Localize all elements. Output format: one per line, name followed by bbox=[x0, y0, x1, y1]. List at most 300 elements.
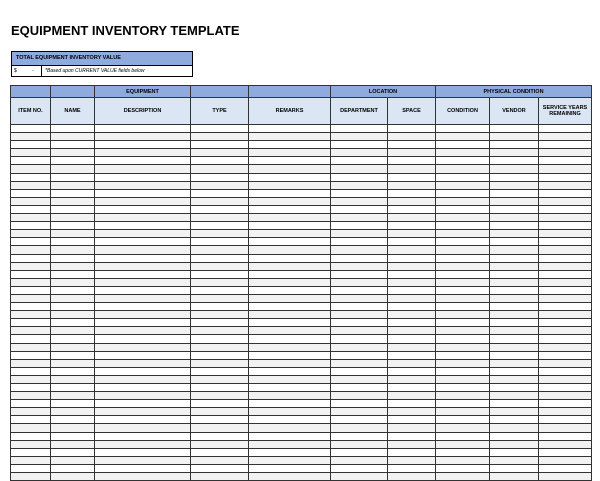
table-cell[interactable] bbox=[11, 214, 51, 222]
table-cell[interactable] bbox=[95, 440, 191, 448]
table-cell[interactable] bbox=[331, 367, 388, 375]
table-cell[interactable] bbox=[490, 165, 539, 173]
table-cell[interactable] bbox=[388, 319, 436, 327]
table-cell[interactable] bbox=[11, 270, 51, 278]
table-cell[interactable] bbox=[490, 392, 539, 400]
table-cell[interactable] bbox=[191, 473, 249, 481]
table-cell[interactable] bbox=[11, 367, 51, 375]
table-cell[interactable] bbox=[95, 157, 191, 165]
table-cell[interactable] bbox=[539, 205, 592, 213]
table-cell[interactable] bbox=[331, 359, 388, 367]
table-cell[interactable] bbox=[11, 181, 51, 189]
table-cell[interactable] bbox=[11, 262, 51, 270]
table-cell[interactable] bbox=[249, 294, 331, 302]
table-cell[interactable] bbox=[191, 157, 249, 165]
table-cell[interactable] bbox=[539, 189, 592, 197]
table-cell[interactable] bbox=[191, 440, 249, 448]
table-cell[interactable] bbox=[436, 173, 490, 181]
table-cell[interactable] bbox=[51, 456, 95, 464]
table-cell[interactable] bbox=[95, 327, 191, 335]
table-cell[interactable] bbox=[539, 335, 592, 343]
table-cell[interactable] bbox=[249, 448, 331, 456]
table-cell[interactable] bbox=[11, 464, 51, 472]
table-cell[interactable] bbox=[539, 262, 592, 270]
table-cell[interactable] bbox=[331, 408, 388, 416]
table-cell[interactable] bbox=[11, 473, 51, 481]
table-cell[interactable] bbox=[51, 222, 95, 230]
table-cell[interactable] bbox=[191, 189, 249, 197]
table-cell[interactable] bbox=[436, 473, 490, 481]
table-cell[interactable] bbox=[331, 432, 388, 440]
table-cell[interactable] bbox=[490, 400, 539, 408]
table-cell[interactable] bbox=[539, 165, 592, 173]
table-cell[interactable] bbox=[490, 278, 539, 286]
table-cell[interactable] bbox=[191, 238, 249, 246]
table-cell[interactable] bbox=[191, 254, 249, 262]
table-cell[interactable] bbox=[191, 222, 249, 230]
table-cell[interactable] bbox=[191, 448, 249, 456]
table-cell[interactable] bbox=[436, 254, 490, 262]
table-cell[interactable] bbox=[51, 286, 95, 294]
table-cell[interactable] bbox=[436, 311, 490, 319]
table-cell[interactable] bbox=[388, 222, 436, 230]
table-cell[interactable] bbox=[331, 222, 388, 230]
table-cell[interactable] bbox=[11, 197, 51, 205]
table-cell[interactable] bbox=[11, 384, 51, 392]
table-cell[interactable] bbox=[51, 294, 95, 302]
table-cell[interactable] bbox=[51, 464, 95, 472]
table-cell[interactable] bbox=[51, 400, 95, 408]
table-cell[interactable] bbox=[331, 189, 388, 197]
table-cell[interactable] bbox=[95, 141, 191, 149]
table-cell[interactable] bbox=[11, 165, 51, 173]
table-cell[interactable] bbox=[436, 375, 490, 383]
table-cell[interactable] bbox=[388, 392, 436, 400]
table-cell[interactable] bbox=[95, 133, 191, 141]
table-cell[interactable] bbox=[11, 400, 51, 408]
table-cell[interactable] bbox=[436, 214, 490, 222]
table-cell[interactable] bbox=[388, 416, 436, 424]
table-cell[interactable] bbox=[95, 432, 191, 440]
table-cell[interactable] bbox=[388, 133, 436, 141]
table-cell[interactable] bbox=[51, 375, 95, 383]
table-cell[interactable] bbox=[249, 367, 331, 375]
table-cell[interactable] bbox=[331, 464, 388, 472]
table-cell[interactable] bbox=[11, 392, 51, 400]
table-cell[interactable] bbox=[191, 181, 249, 189]
table-cell[interactable] bbox=[436, 149, 490, 157]
table-cell[interactable] bbox=[388, 189, 436, 197]
table-cell[interactable] bbox=[490, 141, 539, 149]
table-cell[interactable] bbox=[95, 367, 191, 375]
table-cell[interactable] bbox=[11, 286, 51, 294]
table-cell[interactable] bbox=[249, 335, 331, 343]
table-cell[interactable] bbox=[539, 375, 592, 383]
table-cell[interactable] bbox=[51, 214, 95, 222]
table-cell[interactable] bbox=[249, 440, 331, 448]
table-cell[interactable] bbox=[539, 214, 592, 222]
table-cell[interactable] bbox=[249, 254, 331, 262]
table-cell[interactable] bbox=[249, 327, 331, 335]
table-cell[interactable] bbox=[539, 238, 592, 246]
table-cell[interactable] bbox=[11, 278, 51, 286]
table-cell[interactable] bbox=[539, 230, 592, 238]
table-cell[interactable] bbox=[249, 384, 331, 392]
table-cell[interactable] bbox=[436, 165, 490, 173]
table-cell[interactable] bbox=[388, 375, 436, 383]
table-cell[interactable] bbox=[436, 464, 490, 472]
table-cell[interactable] bbox=[388, 327, 436, 335]
table-cell[interactable] bbox=[249, 157, 331, 165]
table-cell[interactable] bbox=[490, 262, 539, 270]
table-cell[interactable] bbox=[11, 157, 51, 165]
table-cell[interactable] bbox=[539, 149, 592, 157]
table-cell[interactable] bbox=[249, 359, 331, 367]
table-cell[interactable] bbox=[436, 238, 490, 246]
table-cell[interactable] bbox=[539, 197, 592, 205]
table-cell[interactable] bbox=[490, 473, 539, 481]
table-cell[interactable] bbox=[11, 327, 51, 335]
table-cell[interactable] bbox=[11, 141, 51, 149]
table-cell[interactable] bbox=[490, 294, 539, 302]
table-cell[interactable] bbox=[249, 432, 331, 440]
table-cell[interactable] bbox=[436, 448, 490, 456]
table-cell[interactable] bbox=[331, 197, 388, 205]
table-cell[interactable] bbox=[51, 125, 95, 133]
table-cell[interactable] bbox=[249, 222, 331, 230]
table-cell[interactable] bbox=[95, 254, 191, 262]
table-cell[interactable] bbox=[388, 262, 436, 270]
table-cell[interactable] bbox=[249, 270, 331, 278]
table-cell[interactable] bbox=[11, 343, 51, 351]
table-cell[interactable] bbox=[249, 125, 331, 133]
table-cell[interactable] bbox=[191, 392, 249, 400]
table-cell[interactable] bbox=[51, 408, 95, 416]
table-cell[interactable] bbox=[249, 181, 331, 189]
table-cell[interactable] bbox=[191, 311, 249, 319]
table-cell[interactable] bbox=[331, 270, 388, 278]
table-cell[interactable] bbox=[249, 424, 331, 432]
table-cell[interactable] bbox=[95, 270, 191, 278]
table-cell[interactable] bbox=[490, 205, 539, 213]
table-cell[interactable] bbox=[191, 456, 249, 464]
table-cell[interactable] bbox=[191, 359, 249, 367]
table-cell[interactable] bbox=[388, 424, 436, 432]
table-cell[interactable] bbox=[51, 246, 95, 254]
table-cell[interactable] bbox=[490, 359, 539, 367]
table-cell[interactable] bbox=[249, 246, 331, 254]
table-cell[interactable] bbox=[331, 165, 388, 173]
table-cell[interactable] bbox=[539, 173, 592, 181]
table-cell[interactable] bbox=[539, 416, 592, 424]
table-cell[interactable] bbox=[490, 254, 539, 262]
table-cell[interactable] bbox=[191, 351, 249, 359]
table-cell[interactable] bbox=[51, 278, 95, 286]
table-cell[interactable] bbox=[490, 173, 539, 181]
table-cell[interactable] bbox=[191, 319, 249, 327]
table-cell[interactable] bbox=[490, 181, 539, 189]
table-cell[interactable] bbox=[95, 222, 191, 230]
table-cell[interactable] bbox=[388, 359, 436, 367]
table-cell[interactable] bbox=[249, 173, 331, 181]
table-cell[interactable] bbox=[331, 214, 388, 222]
table-cell[interactable] bbox=[490, 197, 539, 205]
table-cell[interactable] bbox=[191, 384, 249, 392]
table-cell[interactable] bbox=[331, 181, 388, 189]
table-cell[interactable] bbox=[95, 197, 191, 205]
table-cell[interactable] bbox=[331, 294, 388, 302]
table-cell[interactable] bbox=[249, 303, 331, 311]
table-cell[interactable] bbox=[539, 222, 592, 230]
table-cell[interactable] bbox=[191, 375, 249, 383]
table-cell[interactable] bbox=[388, 157, 436, 165]
table-cell[interactable] bbox=[95, 335, 191, 343]
table-cell[interactable] bbox=[436, 286, 490, 294]
table-cell[interactable] bbox=[539, 432, 592, 440]
table-cell[interactable] bbox=[191, 327, 249, 335]
table-cell[interactable] bbox=[51, 335, 95, 343]
table-cell[interactable] bbox=[388, 408, 436, 416]
table-cell[interactable] bbox=[11, 416, 51, 424]
table-cell[interactable] bbox=[249, 149, 331, 157]
table-cell[interactable] bbox=[331, 133, 388, 141]
table-cell[interactable] bbox=[331, 392, 388, 400]
table-cell[interactable] bbox=[11, 432, 51, 440]
table-cell[interactable] bbox=[490, 343, 539, 351]
table-cell[interactable] bbox=[490, 440, 539, 448]
table-cell[interactable] bbox=[539, 384, 592, 392]
table-cell[interactable] bbox=[436, 359, 490, 367]
table-cell[interactable] bbox=[331, 384, 388, 392]
table-cell[interactable] bbox=[436, 133, 490, 141]
table-cell[interactable] bbox=[388, 205, 436, 213]
table-cell[interactable] bbox=[51, 157, 95, 165]
table-cell[interactable] bbox=[191, 303, 249, 311]
table-cell[interactable] bbox=[331, 335, 388, 343]
table-cell[interactable] bbox=[51, 262, 95, 270]
table-cell[interactable] bbox=[436, 392, 490, 400]
table-cell[interactable] bbox=[191, 286, 249, 294]
table-cell[interactable] bbox=[539, 367, 592, 375]
table-cell[interactable] bbox=[539, 473, 592, 481]
table-cell[interactable] bbox=[539, 181, 592, 189]
table-cell[interactable] bbox=[331, 238, 388, 246]
total-value-cell[interactable] bbox=[12, 66, 42, 76]
table-cell[interactable] bbox=[388, 149, 436, 157]
table-cell[interactable] bbox=[436, 197, 490, 205]
table-cell[interactable] bbox=[249, 189, 331, 197]
table-cell[interactable] bbox=[436, 303, 490, 311]
table-cell[interactable] bbox=[95, 473, 191, 481]
table-cell[interactable] bbox=[11, 133, 51, 141]
table-cell[interactable] bbox=[331, 125, 388, 133]
table-cell[interactable] bbox=[95, 165, 191, 173]
table-cell[interactable] bbox=[388, 303, 436, 311]
table-cell[interactable] bbox=[490, 367, 539, 375]
table-cell[interactable] bbox=[11, 238, 51, 246]
table-cell[interactable] bbox=[249, 311, 331, 319]
table-cell[interactable] bbox=[11, 246, 51, 254]
table-cell[interactable] bbox=[436, 400, 490, 408]
table-cell[interactable] bbox=[191, 400, 249, 408]
table-cell[interactable] bbox=[490, 319, 539, 327]
table-cell[interactable] bbox=[331, 375, 388, 383]
table-cell[interactable] bbox=[436, 319, 490, 327]
table-cell[interactable] bbox=[539, 278, 592, 286]
table-cell[interactable] bbox=[436, 270, 490, 278]
table-cell[interactable] bbox=[249, 375, 331, 383]
table-cell[interactable] bbox=[191, 173, 249, 181]
table-cell[interactable] bbox=[388, 351, 436, 359]
table-cell[interactable] bbox=[436, 141, 490, 149]
table-cell[interactable] bbox=[331, 205, 388, 213]
table-cell[interactable] bbox=[95, 262, 191, 270]
table-cell[interactable] bbox=[191, 278, 249, 286]
table-cell[interactable] bbox=[490, 351, 539, 359]
table-cell[interactable] bbox=[51, 270, 95, 278]
table-cell[interactable] bbox=[388, 141, 436, 149]
table-cell[interactable] bbox=[436, 424, 490, 432]
table-cell[interactable] bbox=[95, 343, 191, 351]
table-cell[interactable] bbox=[331, 473, 388, 481]
table-cell[interactable] bbox=[539, 408, 592, 416]
table-cell[interactable] bbox=[490, 335, 539, 343]
table-cell[interactable] bbox=[51, 416, 95, 424]
table-cell[interactable] bbox=[331, 141, 388, 149]
table-cell[interactable] bbox=[331, 351, 388, 359]
table-cell[interactable] bbox=[490, 246, 539, 254]
table-cell[interactable] bbox=[539, 246, 592, 254]
table-cell[interactable] bbox=[191, 246, 249, 254]
table-cell[interactable] bbox=[51, 343, 95, 351]
table-cell[interactable] bbox=[95, 230, 191, 238]
table-cell[interactable] bbox=[249, 319, 331, 327]
table-cell[interactable] bbox=[249, 473, 331, 481]
table-cell[interactable] bbox=[249, 197, 331, 205]
table-cell[interactable] bbox=[95, 246, 191, 254]
table-cell[interactable] bbox=[11, 303, 51, 311]
table-cell[interactable] bbox=[95, 400, 191, 408]
table-cell[interactable] bbox=[249, 214, 331, 222]
table-cell[interactable] bbox=[11, 408, 51, 416]
table-cell[interactable] bbox=[331, 230, 388, 238]
table-cell[interactable] bbox=[191, 343, 249, 351]
table-cell[interactable] bbox=[436, 157, 490, 165]
table-cell[interactable] bbox=[51, 367, 95, 375]
table-cell[interactable] bbox=[191, 262, 249, 270]
table-cell[interactable] bbox=[490, 327, 539, 335]
table-cell[interactable] bbox=[490, 384, 539, 392]
table-cell[interactable] bbox=[388, 367, 436, 375]
table-cell[interactable] bbox=[388, 311, 436, 319]
table-cell[interactable] bbox=[388, 278, 436, 286]
table-cell[interactable] bbox=[331, 343, 388, 351]
table-cell[interactable] bbox=[490, 149, 539, 157]
table-cell[interactable] bbox=[191, 432, 249, 440]
table-cell[interactable] bbox=[490, 424, 539, 432]
table-cell[interactable] bbox=[388, 197, 436, 205]
table-cell[interactable] bbox=[436, 294, 490, 302]
table-cell[interactable] bbox=[388, 294, 436, 302]
table-cell[interactable] bbox=[249, 464, 331, 472]
table-cell[interactable] bbox=[388, 440, 436, 448]
table-cell[interactable] bbox=[490, 270, 539, 278]
table-cell[interactable] bbox=[95, 294, 191, 302]
table-cell[interactable] bbox=[331, 262, 388, 270]
table-cell[interactable] bbox=[11, 375, 51, 383]
table-cell[interactable] bbox=[331, 416, 388, 424]
table-cell[interactable] bbox=[331, 303, 388, 311]
table-cell[interactable] bbox=[490, 416, 539, 424]
table-cell[interactable] bbox=[490, 189, 539, 197]
table-cell[interactable] bbox=[249, 286, 331, 294]
table-cell[interactable] bbox=[51, 303, 95, 311]
table-cell[interactable] bbox=[436, 416, 490, 424]
table-cell[interactable] bbox=[539, 286, 592, 294]
table-cell[interactable] bbox=[95, 173, 191, 181]
table-cell[interactable] bbox=[388, 270, 436, 278]
table-cell[interactable] bbox=[51, 133, 95, 141]
table-cell[interactable] bbox=[51, 205, 95, 213]
table-cell[interactable] bbox=[95, 205, 191, 213]
table-cell[interactable] bbox=[539, 327, 592, 335]
table-cell[interactable] bbox=[490, 222, 539, 230]
table-cell[interactable] bbox=[539, 456, 592, 464]
table-cell[interactable] bbox=[249, 238, 331, 246]
table-cell[interactable] bbox=[249, 416, 331, 424]
table-cell[interactable] bbox=[249, 133, 331, 141]
table-cell[interactable] bbox=[490, 432, 539, 440]
table-cell[interactable] bbox=[249, 141, 331, 149]
table-cell[interactable] bbox=[95, 448, 191, 456]
table-cell[interactable] bbox=[11, 359, 51, 367]
table-cell[interactable] bbox=[95, 125, 191, 133]
table-cell[interactable] bbox=[539, 303, 592, 311]
table-cell[interactable] bbox=[51, 448, 95, 456]
table-cell[interactable] bbox=[51, 432, 95, 440]
table-cell[interactable] bbox=[490, 375, 539, 383]
table-cell[interactable] bbox=[331, 440, 388, 448]
table-cell[interactable] bbox=[191, 230, 249, 238]
table-cell[interactable] bbox=[388, 246, 436, 254]
table-cell[interactable] bbox=[388, 448, 436, 456]
table-cell[interactable] bbox=[490, 214, 539, 222]
table-cell[interactable] bbox=[249, 278, 331, 286]
table-cell[interactable] bbox=[436, 262, 490, 270]
table-cell[interactable] bbox=[490, 311, 539, 319]
table-cell[interactable] bbox=[490, 408, 539, 416]
table-cell[interactable] bbox=[539, 343, 592, 351]
table-cell[interactable] bbox=[191, 294, 249, 302]
table-cell[interactable] bbox=[331, 424, 388, 432]
table-cell[interactable] bbox=[249, 408, 331, 416]
table-cell[interactable] bbox=[490, 157, 539, 165]
table-cell[interactable] bbox=[191, 335, 249, 343]
table-cell[interactable] bbox=[191, 149, 249, 157]
table-cell[interactable] bbox=[539, 141, 592, 149]
table-cell[interactable] bbox=[95, 149, 191, 157]
table-cell[interactable] bbox=[539, 294, 592, 302]
table-cell[interactable] bbox=[539, 464, 592, 472]
table-cell[interactable] bbox=[436, 440, 490, 448]
table-cell[interactable] bbox=[539, 311, 592, 319]
table-cell[interactable] bbox=[436, 408, 490, 416]
table-cell[interactable] bbox=[436, 432, 490, 440]
table-cell[interactable] bbox=[11, 440, 51, 448]
table-cell[interactable] bbox=[388, 400, 436, 408]
table-cell[interactable] bbox=[51, 238, 95, 246]
table-cell[interactable] bbox=[388, 125, 436, 133]
